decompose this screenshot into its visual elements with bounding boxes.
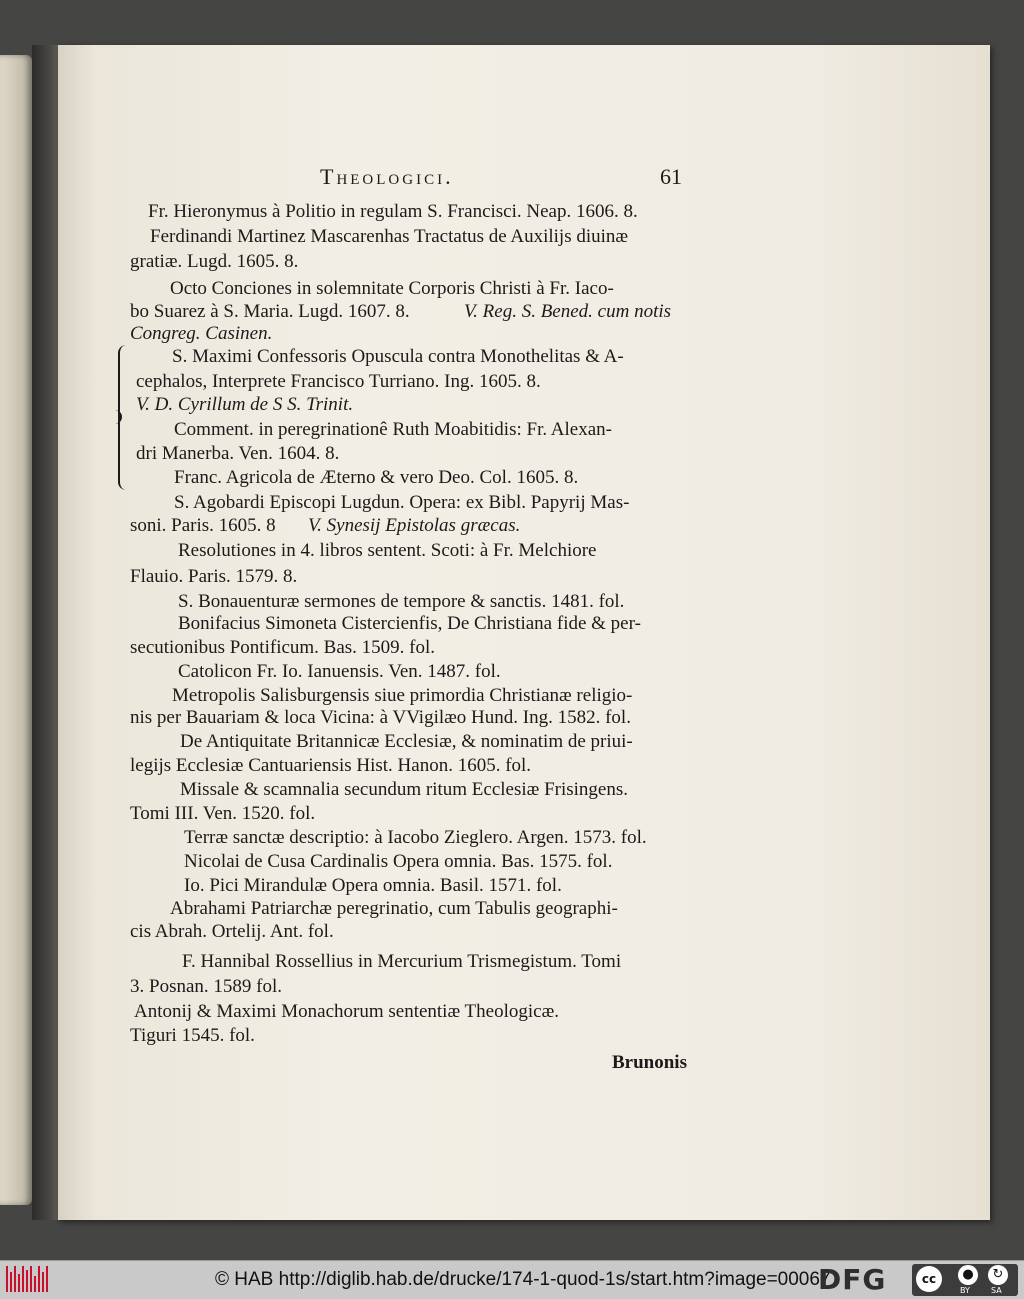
by-label: BY bbox=[960, 1286, 970, 1295]
text-line: Resolutiones in 4. libros sentent. Scoti: à Fr. Melchiore bbox=[178, 540, 597, 561]
copyright-link[interactable]: © HAB http://diglib.hab.de/drucke/174-1-quod-1s/start.htm?image=00067 bbox=[215, 1269, 831, 1290]
text-line: secutionibus Pontificum. Bas. 1509. fol. bbox=[130, 637, 436, 658]
text-line: dri Manerba. Ven. 1604. 8. bbox=[136, 443, 340, 464]
text-line: Octo Conciones in solemnitate Corporis Christi à Fr. Iaco- bbox=[170, 278, 614, 299]
text-line: Flauio. Paris. 1579. 8. bbox=[130, 566, 298, 587]
text-line: Terræ sanctæ descriptio: à Iacobo Zieglero. Argen. 1573. fol. bbox=[184, 827, 647, 848]
viewer-footer bbox=[0, 1260, 1024, 1299]
text-line: F. Hannibal Rossellius in Mercurium Trismegistum. Tomi bbox=[182, 951, 622, 972]
share-alike-icon: ↻ bbox=[988, 1265, 1008, 1285]
text-line: Franc. Agricola de Æterno & vero Deo. Col. 1605. 8. bbox=[174, 467, 579, 488]
text-line: Missale & scamnalia secundum ritum Ecclesiæ Frisingens. bbox=[180, 779, 629, 800]
text-line: Fr. Hieronymus à Politio in regulam S. Francisci. Neap. 1606. 8. bbox=[148, 201, 638, 222]
text-line: 3. Posnan. 1589 fol. bbox=[130, 976, 282, 997]
text-line-italic: V. Reg. S. Bened. cum notis bbox=[464, 301, 672, 322]
text-line: nis per Bauariam & loca Vicina: à VVigilæo Hund. Ing. 1582. fol. bbox=[130, 707, 631, 728]
text-line: Ferdinandi Martinez Mascarenhas Tractatus de Auxilijs diuinæ bbox=[150, 226, 629, 247]
text-line: S. Maximi Confessoris Opuscula contra Monothelitas & A- bbox=[172, 346, 624, 367]
text-line: De Antiquitate Britannicæ Ecclesiæ, & nominatim de priui- bbox=[180, 731, 633, 752]
text-line: Catolicon Fr. Io. Ianuensis. Ven. 1487. fol. bbox=[178, 661, 501, 682]
text-line: bo Suarez à S. Maria. Lugd. 1607. 8. bbox=[130, 301, 410, 322]
text-line: soni. Paris. 1605. 8 bbox=[130, 515, 276, 536]
cc-icon: cc bbox=[916, 1266, 942, 1292]
text-line: Tomi III. Ven. 1520. fol. bbox=[130, 803, 316, 824]
text-line: cis Abrah. Ortelij. Ant. fol. bbox=[130, 921, 334, 942]
text-line: Antonij & Maximi Monachorum sententiæ Theologicæ. bbox=[134, 1001, 559, 1022]
text-line: Tiguri 1545. fol. bbox=[130, 1025, 255, 1046]
text-line: S. Agobardi Episcopi Lugdun. Opera: ex Bibl. Papyrij Mas- bbox=[174, 492, 630, 513]
text-line: legijs Ecclesiæ Cantuariensis Hist. Hanon. 1605. fol. bbox=[130, 755, 532, 776]
text-line: gratiæ. Lugd. 1605. 8. bbox=[130, 251, 299, 272]
text-line: Comment. in peregrinationê Ruth Moabitidis: Fr. Alexan- bbox=[174, 419, 613, 440]
text-line: cephalos, Interprete Francisco Turriano. Ing. 1605. 8. bbox=[136, 371, 541, 392]
catchword: Brunonis bbox=[612, 1052, 687, 1073]
text-line: Io. Pici Mirandulæ Opera omnia. Basil. 1571. fol. bbox=[184, 875, 562, 896]
person-icon: ● bbox=[958, 1265, 978, 1285]
text-line: Bonifacius Simoneta Cistercienfis, De Christiana fide & per- bbox=[178, 613, 641, 634]
text-line: Metropolis Salisburgensis siue primordia Christianæ religio- bbox=[172, 685, 633, 706]
dfg-logo[interactable]: DFG bbox=[818, 1263, 887, 1296]
text-line: Abrahami Patriarchæ peregrinatio, cum Tabulis geographi- bbox=[170, 898, 618, 919]
text-line-italic: Congreg. Casinen. bbox=[130, 323, 273, 344]
cc-license-badge[interactable] bbox=[912, 1264, 1018, 1296]
page-number: 61 bbox=[660, 164, 682, 189]
running-title: Theologici. bbox=[320, 164, 454, 189]
text-line-italic: V. Synesij Epistolas græcas. bbox=[308, 515, 521, 536]
text-line: Nicolai de Cusa Cardinalis Opera omnia. Bas. 1575. fol. bbox=[184, 851, 613, 872]
barcode-icon bbox=[6, 1266, 48, 1292]
text-line: S. Bonauenturæ sermones de tempore & sanctis. 1481. fol. bbox=[178, 591, 625, 612]
text-line-italic: V. D. Cyrillum de S S. Trinit. bbox=[136, 394, 354, 415]
sa-label: SA bbox=[991, 1286, 1002, 1295]
